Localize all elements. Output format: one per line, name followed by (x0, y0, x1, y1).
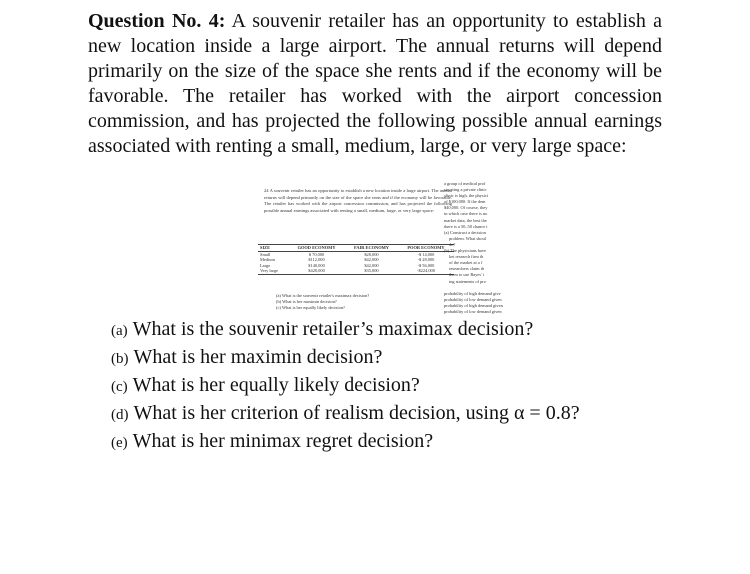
right-line: (b) The physicians have (444, 248, 486, 254)
table-cell: $28,000 (364, 251, 379, 257)
question-text: A souvenir retailer has an opportunity to establish a new location inside a large airport. The annual returns will depend primarily on the size of the space she rents and if the economy will be favorable. The retailer has worked with the airport concession commission, and has projected the following possible annual earnings associated with renting a small, medium, large, or very large space: (88, 10, 662, 157)
excerpt-paragraph: 24 A souvenir retailer has an opportunity to establish a new location inside a large airport. The annual returns will depend primarily on the size of the space she rents and if the economy will be favorable. The retailer has worked with the airport concession commission, and has projected the following possible annual earnings associated with renting a small, medium, large, or very large space: (264, 188, 452, 213)
table-cell: $140,000 (308, 262, 325, 268)
question-part (111, 316, 711, 344)
table-cell: $35,000 (364, 268, 379, 274)
right-line: them to use Bayes' t (449, 272, 485, 278)
question-part (111, 428, 711, 456)
right-line: clinic is high, the physici (444, 193, 489, 199)
header-size: SIZE (260, 245, 271, 250)
table-cell: -$ 56,000 (417, 262, 435, 268)
excerpt-subquestion: (b) What is her maximin decision? (276, 299, 337, 304)
table-cell: Large (260, 262, 271, 268)
excerpt-right-column (444, 181, 518, 315)
earnings-table (258, 244, 454, 275)
part-text: What is the souvenir retailer’s maximax decision? (132, 318, 534, 340)
excerpt-subquestions (276, 293, 466, 311)
table-cell: -$ 28,000 (417, 257, 435, 263)
right-line: researchers claim th (449, 266, 485, 272)
part-label: (d) (111, 407, 129, 423)
question-parts (111, 316, 711, 456)
table-cell: Very large (260, 268, 279, 274)
part-label: (e) (111, 435, 128, 451)
right-line: market data, the best the (444, 217, 487, 223)
part-text: What is her equally likely decision? (132, 374, 420, 396)
part-text: What is her criterion of realism decision, using α = 0.8? (133, 402, 580, 424)
table-cell: Small (260, 251, 271, 257)
table-cell: Medium (260, 257, 275, 263)
right-line: of the market at a f (449, 260, 483, 266)
question-heading: Question No. 4: (88, 10, 226, 32)
part-label: (a) (111, 323, 128, 339)
excerpt-subquestion: (a) What is the souvenir retailer's maximax decision? (276, 293, 370, 298)
table-cell: -$224,000 (417, 268, 435, 274)
right-line: ket research firm th (449, 254, 484, 260)
question-part (111, 344, 711, 372)
right-line: probability of low demand given (444, 296, 502, 302)
right-line: probability of high demand give (444, 290, 501, 296)
table-cell: -$ 14,000 (417, 251, 435, 257)
header-fair-economy: FAIR ECONOMY (354, 245, 389, 250)
right-line: structing a private clinic (444, 187, 487, 193)
right-line: probability of high demand given (444, 302, 503, 308)
part-text: What is her maximin decision? (133, 346, 383, 368)
right-line: there is a 50–50 chance t (444, 223, 488, 229)
right-line: $40,000. Of course, they (444, 205, 488, 211)
textbook-excerpt-image (248, 181, 518, 314)
header-good-economy: GOOD ECONOMY (297, 245, 336, 250)
part-text: What is her minimax regret decision? (132, 430, 434, 452)
excerpt-subquestion: (c) What is her equally likely decision? (276, 305, 345, 310)
question-part (111, 372, 711, 400)
table-header-row (258, 245, 454, 252)
part-label: (b) (111, 351, 129, 367)
part-label: (c) (111, 379, 128, 395)
header-poor-economy: POOR ECONOMY (407, 245, 445, 250)
question-paragraph (88, 9, 662, 159)
right-line: a group of medical prof (444, 181, 486, 186)
right-line: in which case there is no (444, 211, 488, 217)
right-line: of $100,000. If the dem (444, 199, 486, 205)
table-cell: $42,000 (364, 262, 379, 268)
right-line: ing statements of pro (449, 278, 486, 284)
right-line: problem. What shoul (449, 235, 486, 241)
right-line: probability of low demand given (444, 308, 502, 314)
table-cell: $420,000 (308, 268, 325, 274)
table-cell: $112,000 (308, 257, 325, 263)
table-row (258, 268, 454, 274)
table-cell: $42,000 (364, 257, 379, 263)
right-line: do? (449, 241, 456, 247)
table-cell: $ 70,000 (308, 251, 325, 257)
question-part (111, 400, 711, 428)
right-line: (a) Construct a decision (444, 229, 486, 235)
